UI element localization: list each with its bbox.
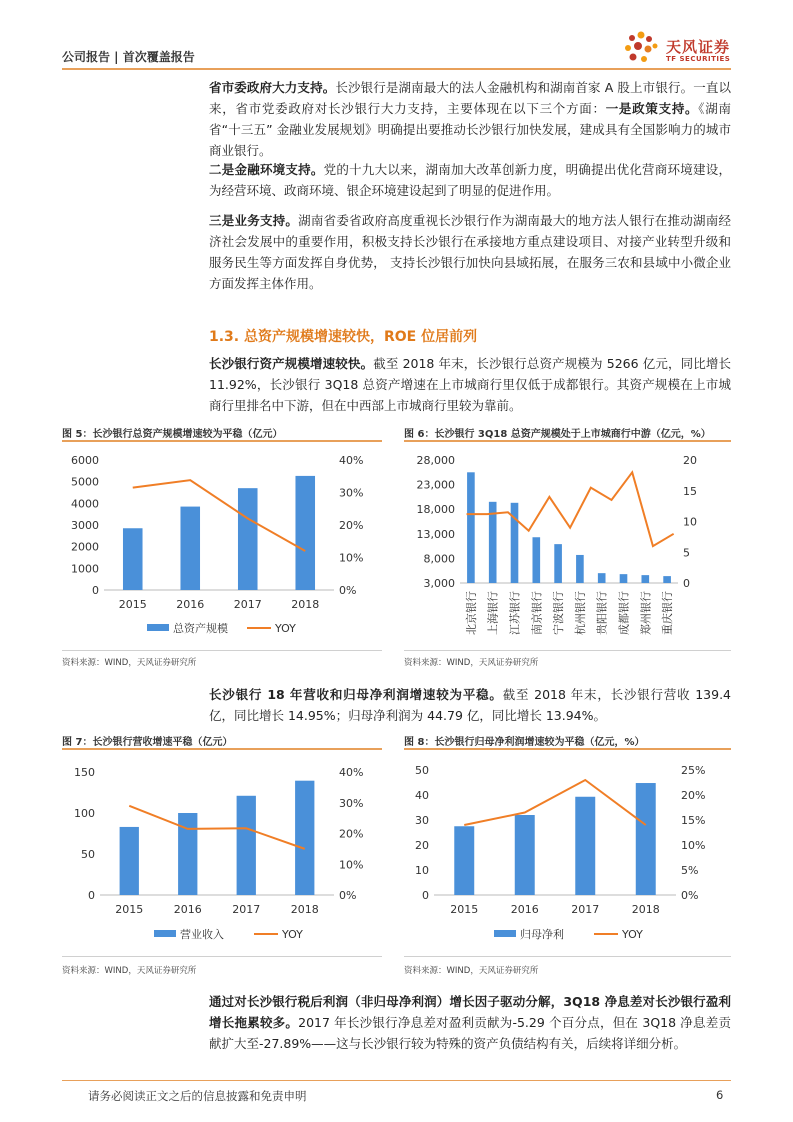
- y-left-tick-label: 10: [415, 864, 429, 877]
- x-tick-label: 成都银行: [617, 591, 631, 635]
- x-tick-label: 2018: [290, 903, 319, 916]
- section-p2-lead: 长沙银行 18 年营收和归母净利润增速较为平稳。: [209, 687, 503, 702]
- bar-2018: [636, 783, 656, 895]
- figure-5-source: 资料来源：WIND，天风证券研究所: [62, 658, 197, 668]
- y-left-tick-label: 3000: [71, 519, 99, 532]
- x-tick-label: 郑州银行: [639, 591, 653, 635]
- y-left-tick-label: 0: [92, 584, 99, 597]
- figure-8-rule: [404, 748, 731, 750]
- figure-7-source: 资料来源：WIND，天风证券研究所: [62, 966, 197, 976]
- x-tick-label: 2016: [176, 598, 205, 611]
- figure-8-title: 图 8：长沙银行归母净利润增速较为平稳（亿元，%）: [404, 737, 645, 748]
- intro-paragraph-2: [209, 159, 731, 201]
- intro-p1-text2: 《湖南省“十三五” 金融业发展规划》明确提出要推动长沙银行加快发展，建成具有全国影响力的城市商业银行。: [209, 101, 731, 158]
- legend-bar-swatch: [494, 930, 516, 937]
- x-tick-label: 上海银行: [486, 591, 500, 635]
- section-p3-text: 2017 年长沙银行净息差对盈利贡献为-5.29 个百分点，但在 3Q18 净息差贡献扩大至-27.89%——这与长沙银行较为特殊的资产负债结构有关，后续将详细分析。: [209, 1015, 731, 1051]
- y-left-tick-label: 8,000: [423, 552, 455, 566]
- figure-6-title: 图 6：长沙银行 3Q18 总资产规模处于上市城商行中游（亿元，%）: [404, 429, 711, 440]
- bar-2017: [238, 488, 258, 590]
- bar-成都银行: [620, 574, 628, 583]
- bar-2018: [295, 476, 315, 590]
- bar-2016: [180, 507, 200, 590]
- x-tick-label: 江苏银行: [508, 591, 522, 635]
- section-p2-text: 截至 2018 年末，长沙银行营收 139.4 亿，同比增长 14.95%；归母净利润为 44.79 亿，同比增长 13.94%。: [209, 687, 731, 723]
- x-tick-label: 2015: [450, 903, 479, 916]
- y-right-tick-label: 10%: [339, 858, 364, 872]
- y-right-tick-label: 40%: [339, 454, 364, 467]
- legend-bar-label: 归母净利: [520, 928, 564, 941]
- intro-p3-text: 湖南省委省政府高度重视长沙银行作为湖南最大的地方法人银行在推动湖南经济社会发展中的重要作用，积极支持长沙银行在承接地方重点建设项目、对接产业转型升级和服务民生等方面发挥自身优势， 支持长沙银行加快向县域拓展，在服务三农和县域中小微企业方面发挥主体作用。: [209, 213, 731, 291]
- legend-bar-swatch: [147, 624, 169, 631]
- intro-p2-text: 党的十九大以来，湖南加大改革创新力度，明确提出优化营商环境建设，为经营环境、政商环境、银企环境建设起到了明显的促进作用。: [209, 162, 731, 198]
- x-tick-label: 重庆银行: [661, 591, 675, 635]
- x-tick-label: 宁波银行: [552, 591, 566, 635]
- bar-2015: [120, 827, 139, 895]
- yoy-line: [129, 806, 305, 849]
- bar-北京银行: [467, 472, 475, 583]
- intro-p2-lead: 二是金融环境支持。: [209, 162, 324, 177]
- bar-南京银行: [532, 537, 540, 583]
- y-left-tick-label: 23,000: [416, 478, 455, 492]
- legend-line-label: YOY: [622, 928, 643, 941]
- y-right-tick-label: 20%: [681, 789, 706, 802]
- figure-8-bottom-rule: [404, 956, 731, 957]
- intro-paragraph-3: [209, 210, 731, 294]
- yoy-line: [133, 480, 306, 551]
- footer-rule: [62, 1080, 731, 1081]
- x-tick-label: 2018: [291, 598, 320, 611]
- bar-2018: [295, 781, 314, 895]
- y-right-tick-label: 0: [683, 577, 690, 590]
- x-tick-label: 2018: [631, 903, 660, 916]
- figure-7-title: 图 7：长沙银行营收增速平稳（亿元）: [62, 737, 233, 748]
- y-right-tick-label: 10: [683, 515, 697, 529]
- section-p3-lead: 通过对长沙银行税后利润（非归母净利润）增长因子驱动分解，3Q18 净息差对长沙银行盈利增长拖累较多。: [209, 994, 731, 1030]
- yoy-line: [464, 780, 646, 825]
- figure-6-bottom-rule: [404, 650, 731, 651]
- intro-p1-text: 长沙银行是湖南最大的法人金融机构和湖南首家 A 股上市银行。一直以来，省市党委政府对长沙银行大力支持，主要体现在以下三个方面：: [209, 80, 731, 116]
- y-right-tick-label: 0%: [681, 889, 699, 902]
- brand-name: 天风证券: [666, 38, 731, 56]
- y-left-tick-label: 18,000: [416, 503, 455, 517]
- bar-郑州银行: [641, 575, 649, 583]
- figure-6-rule: [404, 440, 731, 442]
- section-paragraph-1: [209, 353, 731, 416]
- y-left-tick-label: 2000: [71, 540, 99, 554]
- y-right-tick-label: 15: [683, 484, 697, 498]
- section-title: 1.3. 总资产规模增速较快，ROE 位居前列: [209, 329, 478, 345]
- figure-5-bottom-rule: [62, 650, 382, 651]
- legend-line-label: YOY: [282, 928, 303, 941]
- y-left-tick-label: 100: [74, 807, 95, 820]
- y-right-tick-label: 40%: [339, 766, 364, 779]
- y-left-tick-label: 4000: [71, 497, 99, 511]
- bar-2017: [575, 797, 595, 895]
- intro-p1-lead: 省市委政府大力支持。: [209, 80, 336, 95]
- y-right-tick-label: 20%: [339, 827, 364, 841]
- x-tick-label: 北京银行: [464, 591, 478, 635]
- legend-bar-swatch: [154, 930, 176, 937]
- x-tick-label: 贵阳银行: [595, 591, 609, 635]
- y-left-tick-label: 50: [415, 764, 429, 777]
- x-tick-label: 2015: [118, 598, 147, 611]
- figure-8-chart: [404, 752, 731, 948]
- y-left-tick-label: 30: [415, 814, 429, 827]
- bar-2015: [123, 528, 143, 590]
- brand-subtitle: TF SECURITIES: [666, 55, 731, 63]
- legend-line-label: YOY: [275, 622, 296, 635]
- figure-7-chart: [62, 752, 382, 948]
- y-left-tick-label: 150: [74, 766, 95, 779]
- bar-杭州银行: [576, 555, 584, 583]
- y-left-tick-label: 1000: [71, 562, 99, 576]
- y-right-tick-label: 25%: [681, 764, 706, 777]
- y-left-tick-label: 5000: [71, 475, 99, 489]
- figure-5-chart: [62, 444, 382, 644]
- y-right-tick-label: 20%: [339, 519, 364, 532]
- y-right-tick-label: 10%: [681, 839, 706, 852]
- x-tick-label: 2015: [115, 903, 144, 916]
- y-right-tick-label: 5%: [681, 864, 699, 877]
- bar-2016: [515, 815, 535, 895]
- bar-2015: [454, 826, 474, 895]
- x-tick-label: 2016: [510, 903, 539, 916]
- bar-贵阳银行: [598, 573, 606, 583]
- figure-6-chart: [404, 444, 731, 650]
- bar-2017: [237, 796, 256, 895]
- x-tick-label: 2017: [571, 903, 600, 916]
- y-right-tick-label: 10%: [339, 551, 364, 565]
- yoy-line: [467, 472, 674, 546]
- y-right-tick-label: 5: [683, 546, 690, 560]
- bar-重庆银行: [663, 576, 671, 583]
- bar-宁波银行: [554, 544, 562, 583]
- y-right-tick-label: 0%: [339, 889, 357, 902]
- y-left-tick-label: 13,000: [416, 527, 455, 541]
- y-right-tick-label: 20: [683, 454, 697, 467]
- intro-p1-lead2: 一是政策支持。: [605, 101, 699, 116]
- figure-8-source: 资料来源：WIND，天风证券研究所: [404, 966, 539, 976]
- brand-logo-icon: [620, 30, 662, 68]
- figure-7-rule: [62, 748, 382, 750]
- page-number: 6: [716, 1088, 724, 1102]
- section-p1-text: 截至 2018 年末，长沙银行总资产规模为 5266 亿元，同比增长 11.92%，长沙银行 3Q18 总资产增速在上市城商行里仅低于成都银行。其资产规模在上市城商行里排名中下游，但在中西部上市城商行里较为靠前。: [209, 356, 731, 413]
- x-tick-label: 2016: [173, 903, 202, 916]
- section-p1-lead: 长沙银行资产规模增速较快。: [209, 356, 374, 371]
- figure-7-bottom-rule: [62, 956, 382, 957]
- section-paragraph-3: [209, 991, 731, 1054]
- y-left-tick-label: 3,000: [423, 577, 455, 590]
- figure-6-source: 资料来源：WIND，天风证券研究所: [404, 658, 539, 668]
- y-right-tick-label: 0%: [339, 584, 357, 597]
- legend-bar-label: 营业收入: [180, 928, 224, 941]
- x-tick-label: 南京银行: [530, 591, 544, 635]
- y-left-tick-label: 40: [415, 789, 429, 802]
- figure-5-title: 图 5：长沙银行总资产规模增速较为平稳（亿元）: [62, 429, 283, 440]
- x-tick-label: 2017: [233, 598, 262, 611]
- intro-paragraph-1: [209, 77, 731, 161]
- footer-disclaimer: 请务必阅读正文之后的信息披露和免责申明: [88, 1089, 307, 1103]
- report-type-label: 公司报告 | 首次覆盖报告: [62, 50, 195, 64]
- figure-5-rule: [62, 440, 382, 442]
- y-right-tick-label: 30%: [339, 796, 364, 810]
- section-paragraph-2: [209, 684, 731, 726]
- y-left-tick-label: 0: [88, 889, 95, 902]
- x-tick-label: 2017: [232, 903, 261, 916]
- header-rule: [62, 68, 731, 70]
- y-left-tick-label: 50: [81, 848, 95, 861]
- y-right-tick-label: 30%: [339, 486, 364, 500]
- y-right-tick-label: 15%: [681, 814, 706, 827]
- y-left-tick-label: 20: [415, 839, 429, 852]
- intro-p3-lead: 三是业务支持。: [209, 213, 299, 228]
- y-left-tick-label: 0: [422, 889, 429, 902]
- x-tick-label: 杭州银行: [573, 591, 587, 635]
- legend-bar-label: 总资产规模: [173, 622, 228, 635]
- y-left-tick-label: 28,000: [416, 454, 455, 467]
- y-left-tick-label: 6000: [71, 454, 99, 467]
